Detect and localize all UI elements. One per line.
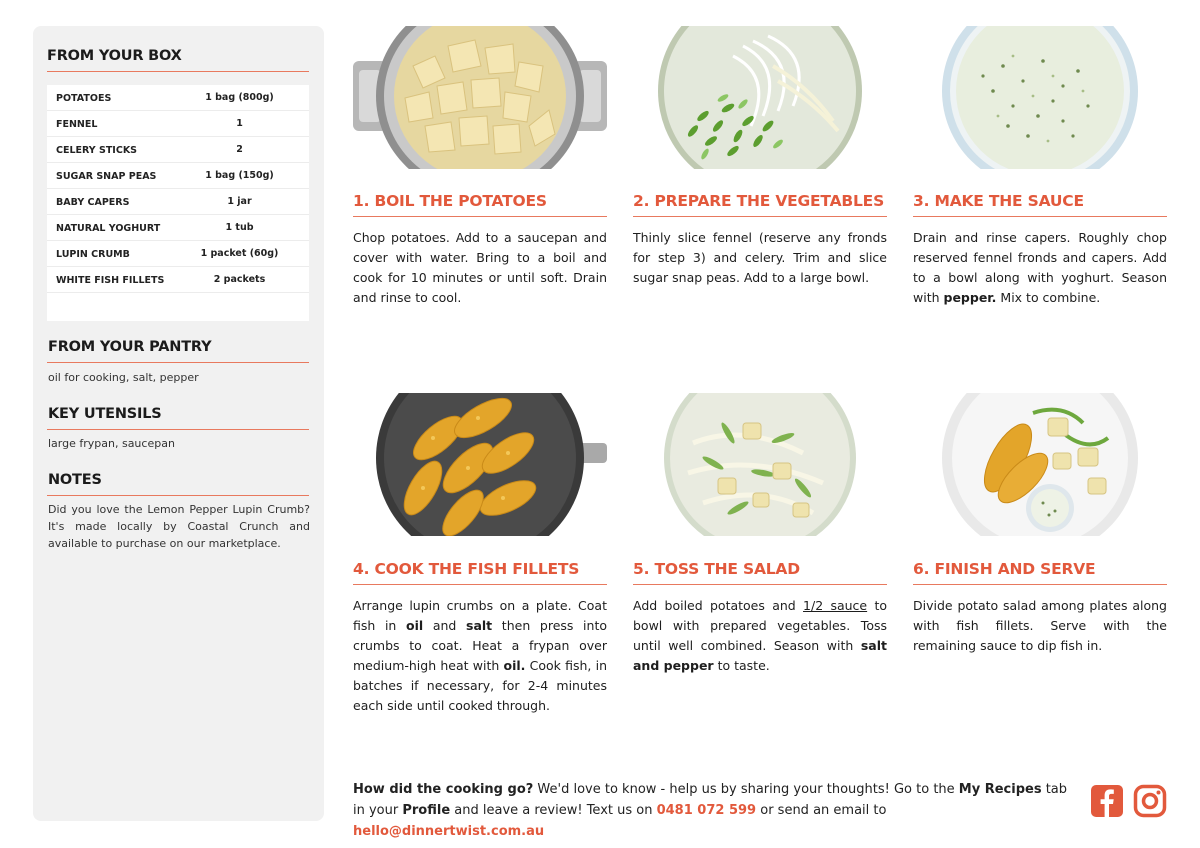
facebook-icon[interactable] bbox=[1090, 784, 1124, 818]
step-2-body: Thinly slice fennel (reserve any fronds for step 3) and celery. Trim and slice sugar snap peas. Add to a large bowl. bbox=[633, 230, 887, 285]
divider bbox=[353, 584, 607, 585]
table-row bbox=[47, 111, 309, 137]
table-row bbox=[47, 137, 309, 163]
step-1-body: Chop potatoes. Add to a saucepan and cover with water. Bring to a boil and cook for 10 minutes or until soft. Drain and rinse to cool. bbox=[353, 230, 607, 305]
notes-heading: NOTES bbox=[48, 472, 102, 488]
step-5-body: Add boiled potatoes and 1/2 sauce to bowl with prepared vegetables. Toss until well combined. Season with salt and pepper to taste. bbox=[633, 598, 887, 673]
table-row bbox=[47, 163, 309, 189]
step-3-title: 3. MAKE THE SAUCE bbox=[913, 192, 1084, 210]
potatoes-in-saucepan-image bbox=[353, 26, 607, 169]
contact-link[interactable]: hello@dinnertwist.com.au bbox=[353, 824, 545, 839]
instagram-icon[interactable] bbox=[1133, 784, 1167, 818]
ingredient-name: CELERY STICKS bbox=[56, 145, 138, 156]
table-row bbox=[47, 215, 309, 241]
divider bbox=[47, 71, 309, 72]
ingredient-name: POTATOES bbox=[56, 93, 112, 104]
step-4-body: Arrange lupin crumbs on a plate. Coat fish in oil and salt then press into crumbs to coat. Heat a frypan over medium-high heat with oil. Cook fish, in batches if necessary, for 2-4 minutes each side until cooked through. bbox=[353, 598, 608, 713]
ingredient-qty: 1 bbox=[236, 118, 243, 129]
sliced-vegetables-image bbox=[633, 26, 887, 169]
table-row bbox=[47, 267, 309, 293]
pantry-text: oil for cooking, salt, pepper bbox=[48, 371, 199, 384]
divider bbox=[47, 362, 309, 363]
ingredient-name: WHITE FISH FILLETS bbox=[56, 275, 165, 286]
step-6-body: Divide potato salad among plates along with fish fillets. Serve with the remaining sauce to dip fish in. bbox=[913, 598, 1167, 653]
crumbed-fish-image bbox=[353, 393, 607, 536]
step-1-title: 1. BOIL THE POTATOES bbox=[353, 192, 547, 210]
ingredient-qty: 1 tub bbox=[225, 222, 254, 233]
ingredient-name: BABY CAPERS bbox=[56, 197, 130, 208]
from-your-box-heading: FROM YOUR BOX bbox=[47, 48, 182, 64]
ingredient-qty: 1 bag (150g) bbox=[205, 170, 274, 181]
ingredient-qty: 2 bbox=[236, 144, 243, 155]
ingredient-qty: 1 jar bbox=[227, 196, 252, 207]
divider bbox=[913, 584, 1167, 585]
divider bbox=[47, 495, 309, 496]
utensils-heading: KEY UTENSILS bbox=[48, 406, 162, 422]
feedback-footer: How did the cooking go? We'd love to know - help us by sharing your thoughts! Go to the My Recipes tab in your Profile and leave a review! Text us on 0481 072 599 or send an email to hello@dinnertwist.com.au bbox=[353, 782, 1068, 839]
divider bbox=[47, 429, 309, 430]
step-6-title: 6. FINISH AND SERVE bbox=[913, 560, 1096, 578]
yoghurt-sauce-image bbox=[913, 26, 1167, 169]
ingredients-table bbox=[47, 85, 309, 321]
contact-link[interactable]: 0481 072 599 bbox=[656, 803, 757, 818]
ingredient-qty: 2 packets bbox=[213, 274, 266, 285]
table-row bbox=[47, 85, 309, 111]
ingredient-qty: 1 packet (60g) bbox=[200, 248, 279, 259]
step-5-title: 5. TOSS THE SALAD bbox=[633, 560, 800, 578]
ingredient-name: SUGAR SNAP PEAS bbox=[56, 171, 157, 182]
pantry-heading: FROM YOUR PANTRY bbox=[48, 339, 212, 355]
utensils-text: large frypan, saucepan bbox=[48, 437, 175, 450]
step-4-title: 4. COOK THE FISH FILLETS bbox=[353, 560, 580, 578]
potato-salad-image bbox=[633, 393, 887, 536]
ingredient-qty: 1 bag (800g) bbox=[205, 92, 274, 103]
ingredient-name: LUPIN CRUMB bbox=[56, 249, 130, 260]
plated-dish-image bbox=[913, 393, 1167, 536]
notes-text: Did you love the Lemon Pepper Lupin Crumb? It's made locally by Coastal Crunch and available to purchase on our marketplace. bbox=[48, 503, 310, 550]
divider bbox=[633, 216, 887, 217]
ingredient-name: NATURAL YOGHURT bbox=[56, 223, 161, 234]
step-3-body: Drain and rinse capers. Roughly chop reserved fennel fronds and capers. Add to a bowl along with yoghurt. Season with pepper. Mix to combine. bbox=[913, 230, 1167, 305]
divider bbox=[913, 216, 1167, 217]
table-row bbox=[47, 241, 309, 267]
table-row bbox=[47, 189, 309, 215]
divider bbox=[633, 584, 887, 585]
divider bbox=[353, 216, 607, 217]
ingredient-name: FENNEL bbox=[56, 119, 98, 130]
step-2-title: 2. PREPARE THE VEGETABLES bbox=[633, 192, 885, 210]
